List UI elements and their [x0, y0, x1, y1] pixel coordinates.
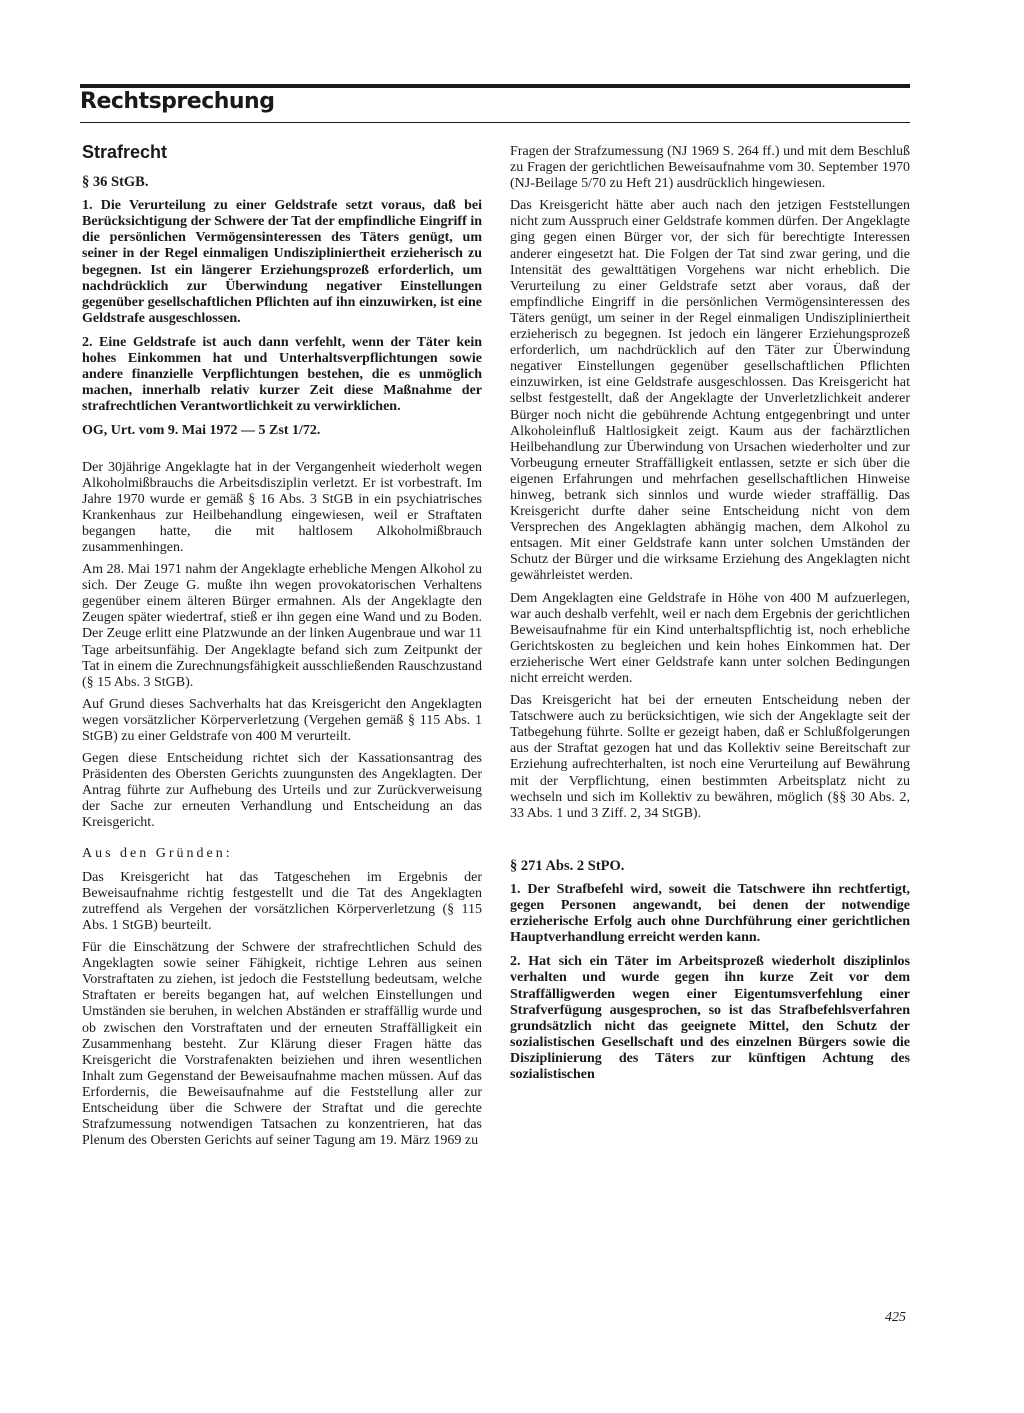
section-title: Strafrecht — [82, 142, 168, 162]
headnote-2: 2. Hat sich ein Täter im Arbeitsprozeß wiederholt disziplinlos verhalten und wurde gegen ihn kurze Zeit vor dem Straffälligwerden wegen einer Eigentumsverfehlung einer Strafverfügung ausgesprochen, so ist das Strafbefehlsverfahren grundsätzlich nicht das geeignete Mittel, den Schutz der sozialistischen Gesellschaft und des einzelnen Bürgers sowie die Disziplinierung des Täters zur künftigen Achtung des sozialistischen — [510, 954, 910, 1082]
headnote-1: 1. Der Strafbefehl wird, soweit die Tatschwere ihn rechtfertigt, gegen Personen angewandt, bei denen der notwendige erzieherische Erfolg auch ohne Durchführung einer gerichtlichen Hauptverhandlung erreicht werden kann. — [510, 881, 910, 946]
paragraph: Gegen diese Entscheidung richtet sich der Kassationsantrag des Präsidenten des Obersten Gerichts zuungunsten des Angeklagten. Der Antrag führte zur Aufhebung des Urteils und zur Zurückverweisung der Sache zur erneuten Verhandlung und Entscheidung an das Kreisgericht. — [82, 751, 482, 831]
paragraph: Auf Grund dieses Sachverhalts hat das Kreisgericht den Angeklagten wegen vorsätzlicher Körperverletzung (Vergehen gemäß § 115 Abs. 1 StGB) zu einer Geldstrafe von 400 M verurteilt. — [82, 696, 482, 744]
paragraph: Der 30jährige Angeklagte hat in der Vergangenheit wiederholt wegen Alkoholmißbrauchs die Arbeitsdisziplin verletzt. Er ist vorbestraft. Im Jahre 1970 wurde er gemäß § 16 Abs. 3 StGB in ein psychiatrisches Krankenhaus zur Heilbehandlung eingewiesen, weil er Straftaten begangen hatte, die mit haltlosem Alkoholmißbrauch zusammenhingen. — [82, 459, 482, 555]
left-column — [82, 140, 482, 1155]
spacer — [510, 828, 910, 858]
paragraph: Das Kreisgericht hat das Tatgeschehen im Ergebnis der Beweisaufnahme richtig festgestellt und die Tat des Angeklagten zutreffend als Vergehen der vorsätzlichen Körperverletzung (§ 115 Abs. 1 StGB) beurteilt. — [82, 869, 482, 933]
reasons-heading: Aus den Gründen: — [82, 845, 233, 861]
headnote-1: 1. Die Verurteilung zu einer Geldstrafe setzt voraus, daß bei Berücksichtigung der Schwere der Tat der empfindliche Eingriff in die persönlichen Vermögensinteressen des Täters genügt, um seiner in der Regel einmaligen Undiszipliniertheit erzieherisch zu begegnen. Ist ein längerer Erziehungsprozeß erforderlich, um nachdrücklich zur Überwindung negativer Einstellungen gegenüber gesellschaftlichen Pflichten auf ihn einzuwirken, ist eine Geldstrafe ausgeschlossen. — [82, 198, 482, 326]
paragraph: Für die Einschätzung der Schwere der strafrechtlichen Schuld des Angeklagten sowie seiner Fähigkeit, richtige Lehren aus seinen Vorstraftaten zu ziehen, ist jedoch die Feststellung bedeutsam, welche Straftaten er bereits begangen hat, auf welchen Einstellungen und Umständen sie beruhen, in welchen Abständen er straffällig wurde und ob zwischen den Vorstraftaten und der erneuten Straffälligkeit ein Zusammenhang besteht. Zur Klärung dieser Fragen hätte das Kreisgericht die Vorstrafenakten beiziehen und ihren wesentlichen Inhalt zum Gegenstand der Beweisaufnahme machen müssen. Auf das Erfordernis, die Beweisaufnahme auf die Feststellung aller zur Entscheidung über die Schwere der Straftat und die gerechte Strafzumessung notwendigen Tatsachen zu konzentrieren, hat das Plenum des Obersten Gerichts auf seiner Tagung am 19. März 1969 zu — [82, 940, 482, 1149]
statute-reference: § 36 StGB. — [82, 174, 149, 191]
right-column — [510, 144, 910, 1091]
header-rule — [80, 122, 910, 123]
paragraph: Dem Angeklagten eine Geldstrafe in Höhe von 400 M aufzuerlegen, war auch deshalb verfehlt, weil er nach dem Ergebnis der gerichtlichen Beweisaufnahme für ein Kind unterhaltspflichtig ist, noch erhebliche Gerichtskosten zu begleichen und kein hohes Einkommen hat. Der erzieherische Wert einer Geldstrafe kann unter solchen Bedingungen nicht erreicht werden. — [510, 590, 910, 686]
headnote-2: 2. Eine Geldstrafe ist auch dann verfehlt, wenn der Täter kein hohes Einkommen hat und Unterhaltsverpflichtungen sowie andere finanzielle Verpflichtungen bestehen, die es unmöglich machen, innerhalb relativ kurzer Zeit diese Maßnahme der strafrechtlichen Verantwortlichkeit zu verwirklichen. — [82, 334, 482, 415]
paragraph: Das Kreisgericht hat bei der erneuten Entscheidung neben der Tatschwere auch zu berücksichtigen, wie sich der Angeklagte seit der Tatbegehung führte. Sollte er gezeigt haben, daß er Schlußfolgerungen aus der Straftat gezogen hat und das Kollektiv seine Bereitschaft zur Erziehung aufrechterhalten, ist noch eine Verurteilung auf Bewährung mit der Verpflichtung, einen bestimmten Arbeitsplatz nicht zu wechseln und sich im Kollektiv zu bewähren, möglich (§§ 30 Abs. 2, 33 Abs. 1 und 3 Ziff. 2, 34 StGB). — [510, 693, 910, 821]
page-header — [80, 84, 910, 114]
paragraph: Am 28. Mai 1971 nahm der Angeklagte erhebliche Mengen Alkohol zu sich. Der Zeuge G. mußte ihn wegen provokatorischen Verhaltens gegenüber einem älteren Bürger ermahnen. Als der Angeklagte den Zeugen später wiedertraf, stieß er ihn gegen eine Wand und zu Boden. Der Zeuge erlitt eine Platzwunde an der linken Augenbraue und war 11 Tage arbeitsunfähig. Der Angeklagte befand sich zum Zeitpunkt der Tat in einem die Zurechnungsfähigkeit ausschließenden Rauschzustand (§ 15 Abs. 3 StGB). — [82, 562, 482, 690]
paragraph: Fragen der Strafzumessung (NJ 1969 S. 264 ff.) und mit dem Beschluß zu Fragen der gerichtlichen Beweisaufnahme vom 30. September 1970 (NJ-Beilage 5/70 zu Heft 21) ausdrücklich hingewiesen. — [510, 144, 910, 192]
statute-reference: § 271 Abs. 2 StPO. — [510, 857, 625, 874]
header-title: Rechtsprechung — [80, 89, 275, 114]
page-number: 425 — [885, 1310, 906, 1325]
case-citation: OG, Urt. vom 9. Mai 1972 — 5 Zst 1/72. — [82, 423, 321, 439]
paragraph: Das Kreisgericht hätte aber auch nach den jetzigen Feststellungen nicht zum Ausspruch einer Geldstrafe kommen dürfen. Der Angeklagte ging gegen einen Bürger vor, der sich für berechtigte Interessen anderer eingesetzt hat. Die Folgen der Tat sind zwar gering, und die Intensität des gewalttätigen Vorgehens war nicht erheblich. Die Verurteilung zu einer Geldstrafe setzt aber voraus, daß der empfindliche Eingriff in die persönlichen Vermögensinteressen des Täters genügt, um seiner in der Regel einmaligen Undiszipliniertheit erzieherisch zu begegnen. Ist jedoch ein längerer Erziehungsprozeß erforderlich, um nachdrücklich auf den Täter zur Überwindung negativer Einstellungen gegenüber gesellschaftlichen Pflichten einzuwirken, ist eine Geldstrafe ausgeschlossen. Das Kreisgericht hat selbst festgestellt, daß der Angeklagte der Unverletzlichkeit anderer Bürger noch nicht die gebührende Achtung entgegenbringt und unter Alkoholeinfluß Haltlosigkeit zeigt. Kaum aus der fachärztlichen Heilbehandlung zur Überwindung von Ursachen wiederholter und zur Vorbeugung erneuter Straffälligkeit entlassen, setzte er sich über die eigenen Erfahrungen und mehrfachen gesellschaftlichen Hinweise hinweg, betrank sich sinnlos und wurde wieder straffällig. Das Kreisgericht durfte daher seine Entscheidung nicht von dem Versprechen des Angeklagten abhängig machen, dem Alkohol zu entsagen. Mit einer Geldstrafe kann unter solchen Umständen der Schutz der Bürger und die wirksame Erziehung des Angeklagten nicht gewährleistet werden. — [510, 198, 910, 584]
